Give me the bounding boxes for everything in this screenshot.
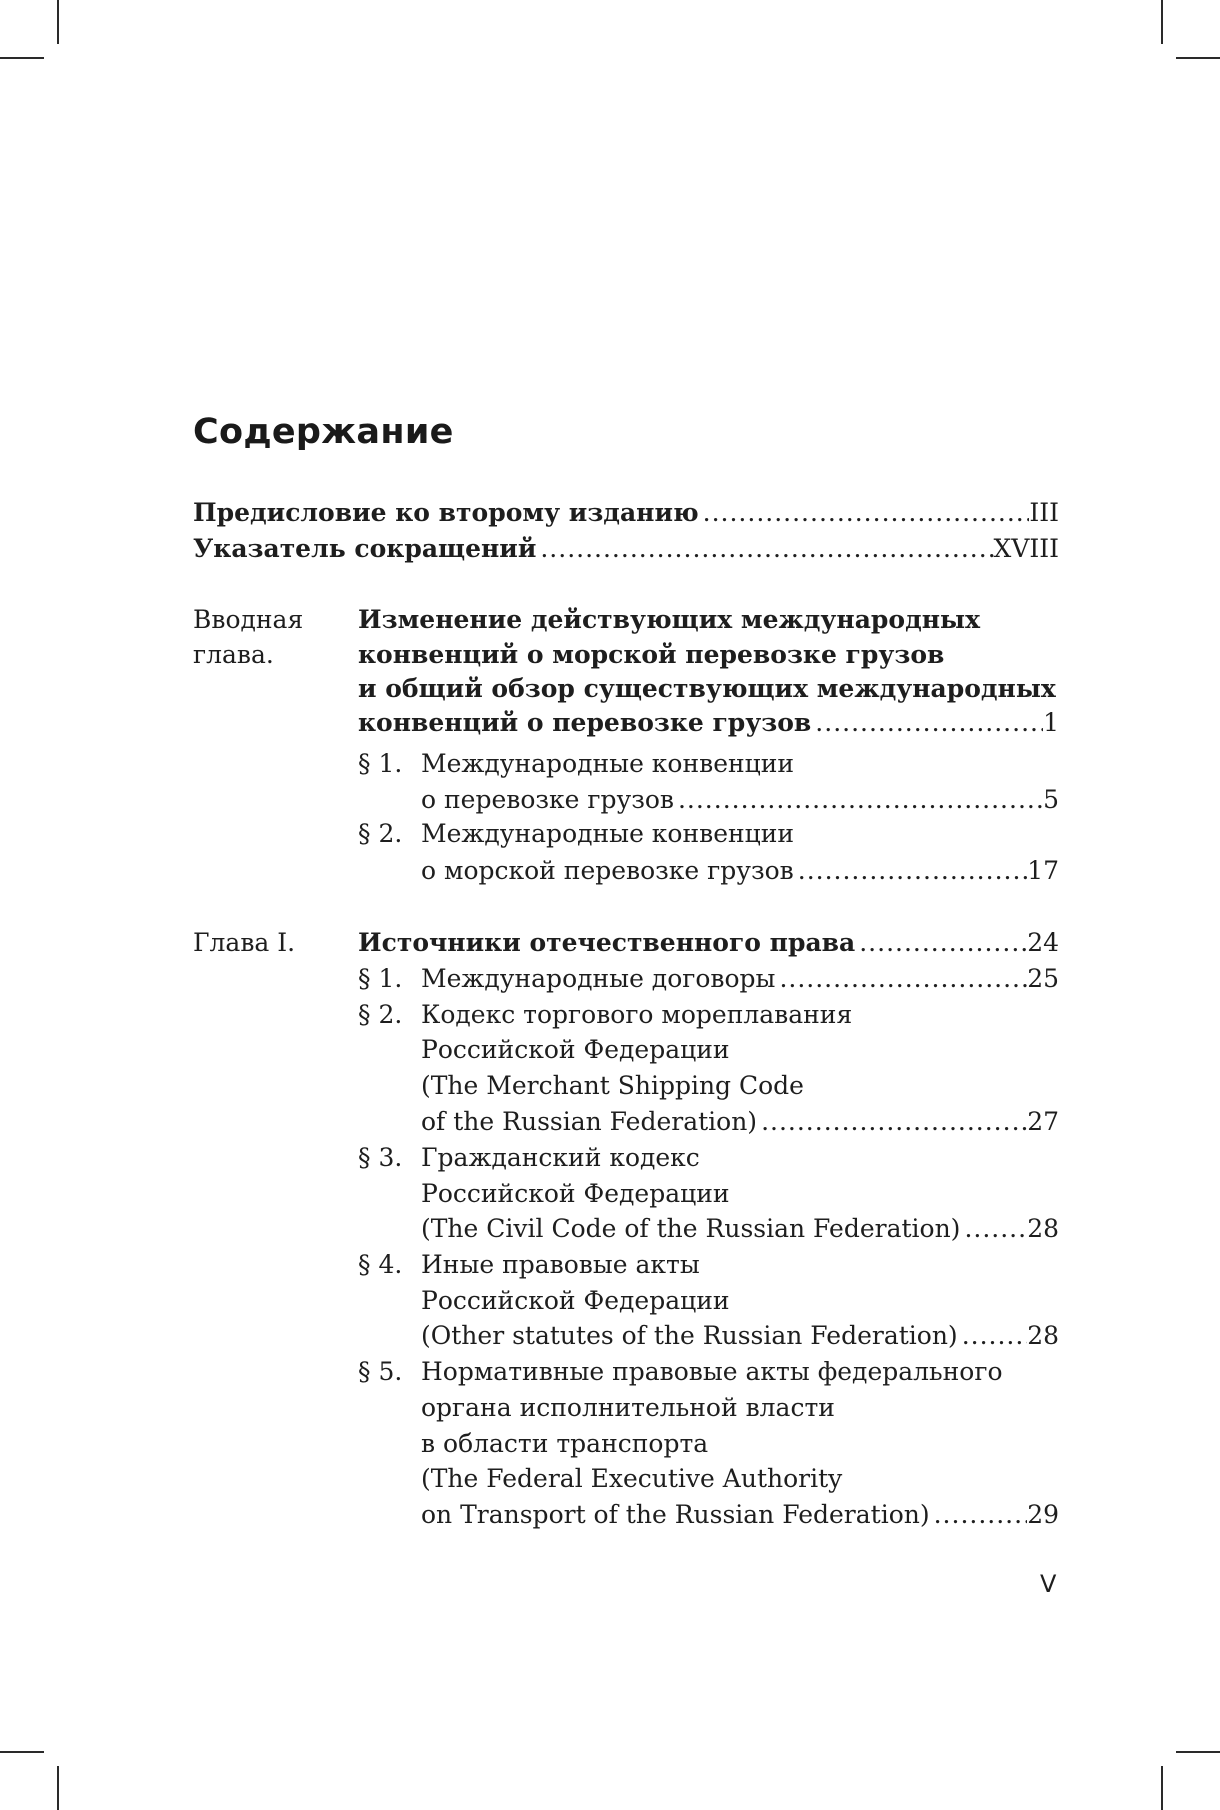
dot-leader [775, 961, 1027, 997]
dot-leader [536, 531, 993, 567]
crop-mark-bottom-right-vertical [1161, 1766, 1163, 1810]
dot-leader [958, 1318, 1028, 1354]
section-title-line: of the Russian Federation) [421, 1107, 758, 1136]
dot-leader [757, 1104, 1027, 1140]
section-number: § 4. [358, 1250, 403, 1279]
crop-mark-bottom-left-horizontal [0, 1751, 44, 1753]
section-title-line: (The Merchant Shipping Code [421, 1071, 804, 1100]
dot-leader [811, 705, 1043, 741]
toc-page-number: 17 [1027, 856, 1059, 885]
toc-entry-chapter-1[interactable] [358, 925, 1059, 961]
section-number: § 3. [358, 1143, 403, 1172]
chapter-label: Вводная [193, 605, 304, 634]
dot-leader [699, 495, 1030, 531]
toc-page-number: 1 [1043, 708, 1059, 737]
chapter-title-line: Изменение действующих международных [358, 605, 980, 634]
section-title-line: Международные конвенции [421, 819, 795, 848]
section-number: § 5. [358, 1357, 403, 1386]
toc-page-number: 25 [1027, 964, 1059, 993]
toc-page-number: XVIII [993, 534, 1059, 563]
toc-entry-intro-section-1[interactable] [421, 782, 1059, 818]
toc-entry-ch1-section-4[interactable] [421, 1318, 1059, 1354]
toc-page-number: 5 [1043, 785, 1059, 814]
chapter-label: глава. [193, 640, 274, 669]
chapter-title-line: конвенций о перевозке грузов [358, 708, 812, 737]
section-title-line: Международные конвенции [421, 749, 795, 778]
dot-leader [855, 925, 1027, 961]
section-number: § 2. [358, 1000, 403, 1029]
dot-leader [794, 853, 1027, 889]
chapter-title-line: конвенций о морской перевозке грузов [358, 640, 945, 669]
section-number: § 2. [358, 819, 403, 848]
toc-page-number: 28 [1027, 1214, 1059, 1243]
toc-page-number: 27 [1027, 1107, 1059, 1136]
section-number: § 1. [358, 749, 403, 778]
page-folio: V [1040, 1570, 1057, 1598]
chapter-title-line: и общий обзор существующих международных [358, 674, 1056, 703]
section-title-line: (The Federal Executive Authority [421, 1464, 843, 1493]
section-title-line: (Other statutes of the Russian Federation) [421, 1321, 958, 1350]
toc-page-number: 24 [1027, 928, 1059, 957]
section-title-line: органа исполнительной власти [421, 1393, 835, 1422]
toc-entry-ch1-section-2[interactable] [421, 1104, 1059, 1140]
crop-mark-top-right-horizontal [1176, 57, 1220, 59]
dot-leader [674, 782, 1043, 818]
crop-mark-bottom-right-horizontal [1176, 1751, 1220, 1753]
chapter-title-line: Источники отечественного права [358, 928, 856, 957]
section-title-line: о морской перевозке грузов [421, 856, 794, 885]
crop-mark-top-right-vertical [1161, 0, 1163, 44]
toc-page-number: III [1029, 498, 1059, 527]
crop-mark-bottom-left-vertical [57, 1766, 59, 1810]
toc-page-number: 29 [1027, 1500, 1059, 1529]
section-title-line: Российской Федерации [421, 1179, 730, 1208]
toc-entry-ch1-section-1[interactable] [421, 961, 1059, 997]
toc-entry-ch1-section-5[interactable] [421, 1497, 1059, 1533]
section-title-line: о перевозке грузов [421, 785, 674, 814]
toc-page-number: 28 [1027, 1321, 1059, 1350]
section-title-line: Гражданский кодекс [421, 1143, 700, 1172]
toc-entry-intro-chapter[interactable] [358, 705, 1059, 741]
toc-entry-ch1-section-3[interactable] [421, 1211, 1059, 1247]
crop-mark-top-left-vertical [57, 0, 59, 44]
section-title-line: Международные договоры [421, 964, 776, 993]
section-title-line: Кодекс торгового мореплавания [421, 1000, 853, 1029]
toc-entry-text: Предисловие ко второму изданию [193, 498, 699, 527]
dot-leader [930, 1497, 1028, 1533]
section-title-line: Российской Федерации [421, 1035, 730, 1064]
toc-entry-abbreviations[interactable] [193, 531, 1059, 567]
page-title: Содержание [193, 412, 454, 452]
section-title-line: (The Civil Code of the Russian Federation) [421, 1214, 961, 1243]
dot-leader [960, 1211, 1027, 1247]
section-number: § 1. [358, 964, 403, 993]
toc-entry-text: Указатель сокращений [193, 534, 537, 563]
toc-entry-intro-section-2[interactable] [421, 853, 1059, 889]
section-title-line: Российской Федерации [421, 1286, 730, 1315]
section-title-line: on Transport of the Russian Federation) [421, 1500, 930, 1529]
crop-mark-top-left-horizontal [0, 57, 44, 59]
section-title-line: в области транспорта [421, 1429, 709, 1458]
section-title-line: Нормативные правовые акты федерального [421, 1357, 1003, 1386]
section-title-line: Иные правовые акты [421, 1250, 700, 1279]
toc-entry-preface[interactable] [193, 495, 1059, 531]
chapter-label: Глава I. [193, 928, 296, 957]
